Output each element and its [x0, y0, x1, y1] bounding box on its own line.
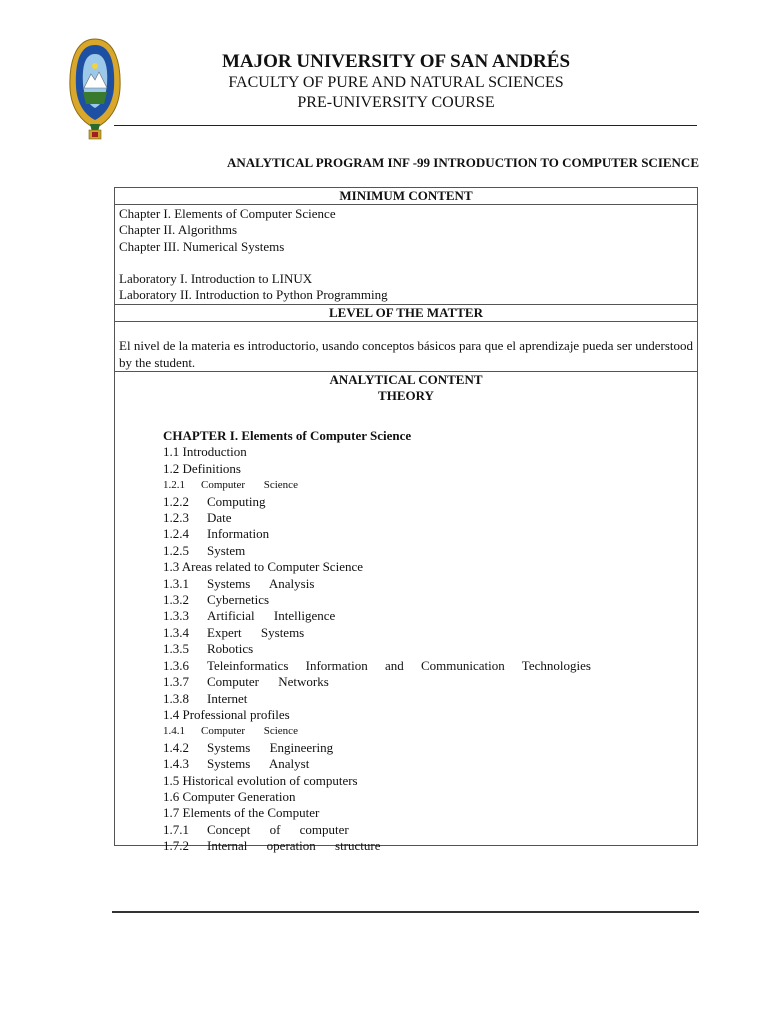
outline-item-number: 1.4 [163, 706, 180, 722]
faculty-name: FACULTY OF PURE AND NATURAL SCIENCES [228, 74, 564, 91]
outline-item-text: System [207, 542, 246, 558]
header-divider [114, 125, 697, 126]
outline-list [163, 444, 697, 854]
minimum-content-item: Laboratory II. Introduction to Python Programming [119, 287, 388, 303]
outline-item-text: Historical evolution of computers [182, 772, 358, 788]
outline-item [163, 789, 697, 805]
outline-item-number: 1.2.4 [163, 526, 189, 542]
outline-item-number: 1.2.2 [163, 493, 189, 509]
theory-outline [115, 404, 697, 855]
outline-item-text: Systems Analyst [207, 756, 310, 772]
minimum-content-item: Chapter III. Numerical Systems [119, 238, 285, 254]
outline-item-text: Systems Engineering [207, 739, 334, 755]
outline-item-number: 1.7.2 [163, 838, 189, 854]
outline-item [163, 461, 697, 477]
outline-item-number: 1.3 [163, 559, 180, 575]
outline-item [163, 756, 697, 772]
outline-item [163, 444, 697, 460]
outline-item [163, 723, 697, 739]
minimum-content-spacer [119, 255, 693, 271]
minimum-content-item: Chapter II. Algorithms [119, 222, 238, 238]
outline-item [163, 658, 697, 674]
outline-item [163, 822, 697, 838]
outline-item-text: Systems Analysis [207, 575, 315, 591]
program-content-table [114, 187, 698, 854]
outline-item-text: Expert Systems [207, 624, 305, 640]
outline-item-number: 1.3.5 [163, 641, 189, 657]
outline-item-number: 1.3.6 [163, 657, 189, 673]
outline-item-text: Introduction [182, 444, 247, 460]
outline-item-number: 1.6 [163, 788, 180, 804]
outline-item-number: 1.4.1 [163, 725, 185, 738]
outline-item-number: 1.2.3 [163, 510, 189, 526]
outline-item-number: 1.2.5 [163, 542, 189, 558]
outline-item [163, 773, 697, 789]
outline-item [163, 674, 697, 690]
outline-item [163, 576, 697, 592]
outline-item-text: Computer Generation [182, 788, 296, 804]
outline-item-text: Robotics [207, 641, 254, 657]
outline-item-text: Definitions [182, 460, 241, 476]
outline-item-text: Concept of computer [207, 821, 349, 837]
outline-item-number: 1.3.1 [163, 575, 189, 591]
outline-item [163, 805, 697, 821]
outline-item-number: 1.3.8 [163, 690, 189, 706]
outline-item [163, 526, 697, 542]
outline-item-number: 1.2 [163, 460, 180, 476]
minimum-content-list [115, 205, 697, 305]
outline-item [163, 477, 697, 493]
footer-divider [112, 911, 699, 913]
outline-item-number: 1.2.1 [163, 479, 185, 492]
outline-item-text: Areas related to Computer Science [181, 559, 364, 575]
outline-item-text: Information [207, 526, 270, 542]
outline-item-number: 1.4.2 [163, 739, 189, 755]
outline-item [163, 510, 697, 526]
minimum-content-item: Laboratory I. Introduction to LINUX [119, 271, 313, 287]
outline-item-text: Elements of the Computer [182, 805, 320, 821]
outline-item-number: 1.3.3 [163, 608, 189, 624]
outline-item [163, 625, 697, 641]
outline-item-text: Internal operation structure [207, 838, 381, 854]
outline-item [163, 543, 697, 559]
outline-item-text: Artificial Intelligence [207, 608, 336, 624]
program-title: ANALYTICAL PROGRAM INF -99 INTRODUCTION TO COMPUTER SCIENCE [226, 155, 699, 170]
level-text: El nivel de la materia es introductorio, usando conceptos básicos para que el aprendizaje pueda ser understood by the student. [115, 322, 697, 372]
outline-item-number: 1.1 [163, 444, 180, 460]
outline-item-number: 1.3.4 [163, 624, 189, 640]
outline-item-number: 1.5 [163, 772, 180, 788]
minimum-content-item: Chapter I. Elements of Computer Science [119, 206, 336, 221]
outline-item [163, 494, 697, 510]
outline-item-text: Computer Science [201, 479, 298, 492]
outline-item-text: Cybernetics [207, 592, 270, 608]
outline-item-number: 1.7 [163, 805, 180, 821]
outline-item [163, 559, 697, 575]
outline-item-text: Professional profiles [182, 706, 290, 722]
university-seal-logo [66, 36, 124, 142]
outline-item [163, 691, 697, 707]
outline-item-text: Teleinformatics Information and Communication Technologies [207, 657, 591, 673]
minimum-content-heading: MINIMUM CONTENT [115, 188, 697, 205]
outline-item [163, 592, 697, 608]
outline-item-text: Computer Science [201, 725, 298, 738]
theory-heading: THEORY [378, 388, 434, 403]
outline-item-text: Computer Networks [207, 674, 329, 690]
analytical-content-heading: ANALYTICAL CONTENT [329, 372, 483, 387]
course-name: PRE-UNIVERSITY COURSE [297, 94, 495, 111]
chapter-title: CHAPTER I. Elements of Computer Science [163, 428, 412, 443]
outline-item [163, 608, 697, 624]
university-name: MAJOR UNIVERSITY OF SAN ANDRÉS [221, 51, 571, 72]
outline-item-number: 1.3.7 [163, 674, 189, 690]
outline-item-text: Computing [207, 493, 266, 509]
outline-item [163, 740, 697, 756]
outline-item [163, 707, 697, 723]
outline-item-number: 1.4.3 [163, 756, 189, 772]
outline-item [163, 838, 697, 854]
outline-item-text: Date [207, 510, 232, 526]
outline-item-text: Internet [207, 690, 248, 706]
outline-item-number: 1.3.2 [163, 592, 189, 608]
level-heading: LEVEL OF THE MATTER [115, 305, 697, 322]
outline-item-number: 1.7.1 [163, 821, 189, 837]
outline-item [163, 641, 697, 657]
